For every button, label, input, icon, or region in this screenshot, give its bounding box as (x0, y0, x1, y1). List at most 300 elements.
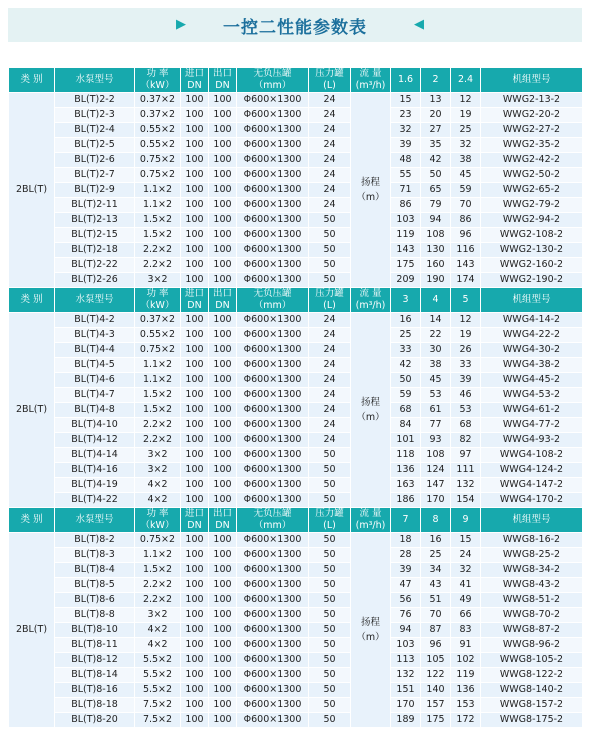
header-inlet-label: 进口 (184, 508, 204, 519)
tank-cell: Φ600×1300 (237, 698, 309, 713)
unit-model-cell: WWG8-51-2 (481, 593, 583, 608)
inlet-cell: 100 (181, 198, 209, 213)
tank-cell: Φ600×1300 (237, 668, 309, 683)
unit-model-cell: WWG8-43-2 (481, 578, 583, 593)
header-model-label: 水泵型号 (75, 294, 114, 305)
model-cell: BL(T)4-12 (55, 433, 135, 448)
head1-cell: 94 (391, 623, 421, 638)
unit-model-cell: WWG4-77-2 (481, 418, 583, 433)
triangle-right-icon: ▶ (176, 17, 186, 32)
head2-cell: 175 (421, 713, 451, 728)
head2-cell: 108 (421, 228, 451, 243)
table-row (9, 198, 583, 213)
header-inlet-label: 进口 (184, 288, 204, 299)
head2-cell: 79 (421, 198, 451, 213)
ptank-cell: 24 (309, 168, 351, 183)
table-row (9, 168, 583, 183)
unit-model-cell: WWG4-22-2 (481, 328, 583, 343)
unit-model-cell: WWG2-79-2 (481, 198, 583, 213)
outlet-cell: 100 (209, 433, 237, 448)
model-cell: BL(T)8-6 (55, 593, 135, 608)
head2-cell: 190 (421, 273, 451, 288)
header-power-unit: （kW） (140, 80, 175, 91)
table-row (9, 213, 583, 228)
header-outlet-label: 出口 (212, 508, 232, 519)
outlet-cell: 100 (209, 623, 237, 638)
power-cell: 0.75×2 (135, 153, 181, 168)
head2-cell: 50 (421, 168, 451, 183)
head3-cell: 32 (451, 138, 481, 153)
page-title: 一控二性能参数表 (223, 17, 367, 38)
header-model (55, 288, 135, 313)
ptank-cell: 24 (309, 183, 351, 198)
outlet-cell: 100 (209, 713, 237, 728)
unit-model-cell: WWG4-53-2 (481, 388, 583, 403)
head1-cell: 209 (391, 273, 421, 288)
outlet-cell: 100 (209, 478, 237, 493)
head1-cell: 23 (391, 108, 421, 123)
head3-cell: 39 (451, 373, 481, 388)
head3-cell: 32 (451, 563, 481, 578)
tank-cell: Φ600×1300 (237, 328, 309, 343)
head2-cell: 25 (421, 548, 451, 563)
header-tank-label: 无负压罐 (253, 508, 292, 519)
pressure-cell (351, 93, 391, 288)
head1-cell: 143 (391, 243, 421, 258)
head1-cell: 119 (391, 228, 421, 243)
header-ptank-unit: (L) (323, 80, 336, 91)
power-cell: 4×2 (135, 478, 181, 493)
head1-cell: 55 (391, 168, 421, 183)
outlet-cell: 100 (209, 683, 237, 698)
pressure-unit: （m） (356, 192, 385, 203)
unit-model-cell: WWG2-50-2 (481, 168, 583, 183)
unit-model-cell: WWG8-140-2 (481, 683, 583, 698)
pressure-unit: （m） (356, 632, 385, 643)
unit-model-cell: WWG2-13-2 (481, 93, 583, 108)
tank-cell: Φ600×1300 (237, 108, 309, 123)
pressure-unit: （m） (356, 412, 385, 423)
inlet-cell: 100 (181, 328, 209, 343)
model-cell: BL(T)4-6 (55, 373, 135, 388)
head1-cell: 59 (391, 388, 421, 403)
head2-cell: 96 (421, 638, 451, 653)
model-cell: BL(T)8-5 (55, 578, 135, 593)
head3-cell: 154 (451, 493, 481, 508)
ptank-cell: 50 (309, 683, 351, 698)
head3-cell: 119 (451, 668, 481, 683)
ptank-cell: 24 (309, 138, 351, 153)
tank-cell: Φ600×1300 (237, 168, 309, 183)
head1-cell: 118 (391, 448, 421, 463)
inlet-cell: 100 (181, 668, 209, 683)
header-model (55, 68, 135, 93)
power-cell: 1.1×2 (135, 198, 181, 213)
table-row (9, 373, 583, 388)
ptank-cell: 50 (309, 638, 351, 653)
inlet-cell: 100 (181, 698, 209, 713)
inlet-cell: 100 (181, 478, 209, 493)
triangle-left-icon: ◀ (414, 17, 424, 32)
header-outlet-label: 出口 (212, 288, 232, 299)
model-cell: BL(T)2-5 (55, 138, 135, 153)
head2-cell: 45 (421, 373, 451, 388)
tank-cell: Φ600×1300 (237, 258, 309, 273)
model-cell: BL(T)8-16 (55, 683, 135, 698)
head3-cell: 66 (451, 608, 481, 623)
model-cell: BL(T)4-2 (55, 313, 135, 328)
flow-value: 3 (391, 288, 421, 313)
power-cell: 3×2 (135, 448, 181, 463)
tank-cell: Φ600×1300 (237, 608, 309, 623)
head3-cell: 116 (451, 243, 481, 258)
inlet-cell: 100 (181, 153, 209, 168)
head3-cell: 86 (451, 213, 481, 228)
header-model-label: 水泵型号 (75, 514, 114, 525)
head3-cell: 41 (451, 578, 481, 593)
head3-cell: 19 (451, 328, 481, 343)
head2-cell: 14 (421, 313, 451, 328)
power-cell: 4×2 (135, 638, 181, 653)
ptank-cell: 50 (309, 608, 351, 623)
category-cell: 2BL(T) (9, 313, 55, 508)
header-flow (351, 68, 391, 93)
inlet-cell: 100 (181, 608, 209, 623)
head3-cell: 91 (451, 638, 481, 653)
head1-cell: 56 (391, 593, 421, 608)
unit-model-cell: WWG8-157-2 (481, 698, 583, 713)
unit-model-cell: WWG4-45-2 (481, 373, 583, 388)
header-category-label: 类 别 (20, 514, 43, 525)
ptank-cell: 50 (309, 448, 351, 463)
header-tank (237, 508, 309, 533)
power-cell: 1.5×2 (135, 563, 181, 578)
table-row (9, 138, 583, 153)
pressure-cell (351, 313, 391, 508)
ptank-cell: 50 (309, 623, 351, 638)
header-inlet-unit: DN (187, 520, 202, 531)
head1-cell: 48 (391, 153, 421, 168)
power-cell: 1.5×2 (135, 388, 181, 403)
model-cell: BL(T)4-10 (55, 418, 135, 433)
table-row (9, 388, 583, 403)
inlet-cell: 100 (181, 418, 209, 433)
header-power (135, 68, 181, 93)
header-tank-label: 无负压罐 (253, 68, 292, 79)
table-row (9, 403, 583, 418)
header-flow-label: 流 量 (359, 288, 382, 299)
head2-cell: 42 (421, 153, 451, 168)
tank-cell: Φ600×1300 (237, 153, 309, 168)
power-cell: 2.2×2 (135, 243, 181, 258)
header-outlet (209, 288, 237, 313)
head1-cell: 32 (391, 123, 421, 138)
model-cell: BL(T)4-4 (55, 343, 135, 358)
header-flow-label: 流 量 (359, 68, 382, 79)
table-row (9, 533, 583, 548)
table-row (9, 433, 583, 448)
model-cell: BL(T)8-20 (55, 713, 135, 728)
power-cell: 2.2×2 (135, 433, 181, 448)
head2-cell: 34 (421, 563, 451, 578)
head2-cell: 157 (421, 698, 451, 713)
ptank-cell: 50 (309, 228, 351, 243)
power-cell: 0.37×2 (135, 108, 181, 123)
title-banner (8, 8, 582, 42)
inlet-cell: 100 (181, 93, 209, 108)
outlet-cell: 100 (209, 373, 237, 388)
outlet-cell: 100 (209, 608, 237, 623)
unit-model-cell: WWG2-42-2 (481, 153, 583, 168)
ptank-cell: 24 (309, 328, 351, 343)
head1-cell: 151 (391, 683, 421, 698)
outlet-cell: 100 (209, 108, 237, 123)
model-cell: BL(T)4-22 (55, 493, 135, 508)
header-ptank (309, 68, 351, 93)
ptank-cell: 50 (309, 478, 351, 493)
head3-cell: 97 (451, 448, 481, 463)
outlet-cell: 100 (209, 563, 237, 578)
ptank-cell: 50 (309, 668, 351, 683)
unit-model-cell: WWG2-35-2 (481, 138, 583, 153)
head3-cell: 83 (451, 623, 481, 638)
outlet-cell: 100 (209, 228, 237, 243)
tank-cell: Φ600×1300 (237, 373, 309, 388)
outlet-cell: 100 (209, 168, 237, 183)
model-cell: BL(T)2-18 (55, 243, 135, 258)
tank-cell: Φ600×1300 (237, 683, 309, 698)
header-power-label: 功 率 (146, 508, 169, 519)
unit-model-cell: WWG8-25-2 (481, 548, 583, 563)
header-ptank-label: 压力罐 (315, 288, 344, 299)
header-tank (237, 288, 309, 313)
tank-cell: Φ600×1300 (237, 243, 309, 258)
header-ptank-unit: (L) (323, 520, 336, 531)
head1-cell: 71 (391, 183, 421, 198)
outlet-cell: 100 (209, 668, 237, 683)
header-category-label: 类 别 (20, 294, 43, 305)
header-power-label: 功 率 (146, 288, 169, 299)
power-cell: 1.1×2 (135, 183, 181, 198)
head1-cell: 103 (391, 638, 421, 653)
inlet-cell: 100 (181, 228, 209, 243)
power-cell: 3×2 (135, 273, 181, 288)
outlet-cell: 100 (209, 123, 237, 138)
table-row (9, 448, 583, 463)
head2-cell: 160 (421, 258, 451, 273)
inlet-cell: 100 (181, 623, 209, 638)
inlet-cell: 100 (181, 493, 209, 508)
head2-cell: 170 (421, 493, 451, 508)
table-row (9, 578, 583, 593)
header-flow-unit: (m³/h) (355, 80, 386, 91)
outlet-cell: 100 (209, 493, 237, 508)
head1-cell: 132 (391, 668, 421, 683)
outlet-cell: 100 (209, 183, 237, 198)
power-cell: 0.55×2 (135, 328, 181, 343)
model-cell: BL(T)2-22 (55, 258, 135, 273)
table-row (9, 343, 583, 358)
header-tank-unit: （mm） (253, 520, 292, 531)
head1-cell: 25 (391, 328, 421, 343)
head3-cell: 24 (451, 548, 481, 563)
head3-cell: 46 (451, 388, 481, 403)
model-cell: BL(T)2-2 (55, 93, 135, 108)
header-model-label: 水泵型号 (75, 74, 114, 85)
section-header-row (9, 508, 583, 533)
head2-cell: 140 (421, 683, 451, 698)
flow-value: 9 (451, 508, 481, 533)
outlet-cell: 100 (209, 93, 237, 108)
table-row (9, 258, 583, 273)
power-cell: 0.75×2 (135, 168, 181, 183)
table-row (9, 638, 583, 653)
ptank-cell: 24 (309, 343, 351, 358)
unit-model-cell: WWG4-61-2 (481, 403, 583, 418)
section-header-row (9, 288, 583, 313)
unit-model-cell: WWG8-105-2 (481, 653, 583, 668)
head3-cell: 53 (451, 403, 481, 418)
header-inlet-unit: DN (187, 300, 202, 311)
pressure-label: 扬程 (360, 397, 380, 408)
model-cell: BL(T)2-11 (55, 198, 135, 213)
ptank-cell: 50 (309, 593, 351, 608)
inlet-cell: 100 (181, 548, 209, 563)
head3-cell: 68 (451, 418, 481, 433)
head1-cell: 42 (391, 358, 421, 373)
model-cell: BL(T)2-4 (55, 123, 135, 138)
tank-cell: Φ600×1300 (237, 463, 309, 478)
unit-model-cell: WWG8-70-2 (481, 608, 583, 623)
ptank-cell: 24 (309, 388, 351, 403)
header-inlet (181, 288, 209, 313)
inlet-cell: 100 (181, 183, 209, 198)
head1-cell: 76 (391, 608, 421, 623)
ptank-cell: 50 (309, 273, 351, 288)
head3-cell: 19 (451, 108, 481, 123)
unit-model-cell: WWG2-27-2 (481, 123, 583, 138)
header-flow-unit: (m³/h) (355, 520, 386, 531)
head1-cell: 50 (391, 373, 421, 388)
flow-value: 5 (451, 288, 481, 313)
head3-cell: 102 (451, 653, 481, 668)
tank-cell: Φ600×1300 (237, 123, 309, 138)
power-cell: 1.1×2 (135, 548, 181, 563)
tank-cell: Φ600×1300 (237, 198, 309, 213)
ptank-cell: 24 (309, 358, 351, 373)
head1-cell: 175 (391, 258, 421, 273)
header-tank-unit: （mm） (253, 80, 292, 91)
ptank-cell: 50 (309, 713, 351, 728)
unit-model-cell: WWG4-38-2 (481, 358, 583, 373)
model-cell: BL(T)8-12 (55, 653, 135, 668)
inlet-cell: 100 (181, 243, 209, 258)
model-cell: BL(T)8-3 (55, 548, 135, 563)
header-inlet-label: 进口 (184, 68, 204, 79)
table-row (9, 623, 583, 638)
model-cell: BL(T)2-6 (55, 153, 135, 168)
table-row (9, 108, 583, 123)
unit-model-cell: WWG8-96-2 (481, 638, 583, 653)
head1-cell: 113 (391, 653, 421, 668)
table-row (9, 563, 583, 578)
header-unit-model: 机组型号 (481, 288, 583, 313)
inlet-cell: 100 (181, 358, 209, 373)
unit-model-cell: WWG8-122-2 (481, 668, 583, 683)
inlet-cell: 100 (181, 138, 209, 153)
power-cell: 0.55×2 (135, 123, 181, 138)
inlet-cell: 100 (181, 403, 209, 418)
head3-cell: 70 (451, 198, 481, 213)
power-cell: 2.2×2 (135, 418, 181, 433)
model-cell: BL(T)2-15 (55, 228, 135, 243)
ptank-cell: 24 (309, 198, 351, 213)
model-cell: BL(T)2-9 (55, 183, 135, 198)
inlet-cell: 100 (181, 108, 209, 123)
flow-value: 4 (421, 288, 451, 313)
outlet-cell: 100 (209, 138, 237, 153)
ptank-cell: 50 (309, 653, 351, 668)
outlet-cell: 100 (209, 343, 237, 358)
head3-cell: 174 (451, 273, 481, 288)
inlet-cell: 100 (181, 343, 209, 358)
header-category (9, 68, 55, 93)
outlet-cell: 100 (209, 258, 237, 273)
ptank-cell: 50 (309, 533, 351, 548)
head2-cell: 122 (421, 668, 451, 683)
table-row (9, 683, 583, 698)
tank-cell: Φ600×1300 (237, 653, 309, 668)
header-ptank (309, 288, 351, 313)
header-inlet-unit: DN (187, 80, 202, 91)
ptank-cell: 50 (309, 258, 351, 273)
flow-value: 7 (391, 508, 421, 533)
power-cell: 5.5×2 (135, 683, 181, 698)
inlet-cell: 100 (181, 433, 209, 448)
outlet-cell: 100 (209, 698, 237, 713)
head3-cell: 111 (451, 463, 481, 478)
header-outlet-unit: DN (215, 520, 230, 531)
head3-cell: 33 (451, 358, 481, 373)
power-cell: 2.2×2 (135, 258, 181, 273)
header-model (55, 508, 135, 533)
power-cell: 1.1×2 (135, 358, 181, 373)
header-tank-label: 无负压罐 (253, 288, 292, 299)
tank-cell: Φ600×1300 (237, 93, 309, 108)
head3-cell: 15 (451, 533, 481, 548)
head2-cell: 22 (421, 328, 451, 343)
unit-model-cell: WWG4-14-2 (481, 313, 583, 328)
head2-cell: 35 (421, 138, 451, 153)
head3-cell: 25 (451, 123, 481, 138)
head2-cell: 16 (421, 533, 451, 548)
head3-cell: 49 (451, 593, 481, 608)
head2-cell: 27 (421, 123, 451, 138)
unit-model-cell: WWG4-30-2 (481, 343, 583, 358)
table-row (9, 463, 583, 478)
outlet-cell: 100 (209, 243, 237, 258)
model-cell: BL(T)4-19 (55, 478, 135, 493)
tank-cell: Φ600×1300 (237, 273, 309, 288)
unit-model-cell: WWG2-65-2 (481, 183, 583, 198)
head2-cell: 130 (421, 243, 451, 258)
header-ptank (309, 508, 351, 533)
model-cell: BL(T)4-7 (55, 388, 135, 403)
head1-cell: 103 (391, 213, 421, 228)
tank-cell: Φ600×1300 (237, 418, 309, 433)
tank-cell: Φ600×1300 (237, 138, 309, 153)
outlet-cell: 100 (209, 328, 237, 343)
